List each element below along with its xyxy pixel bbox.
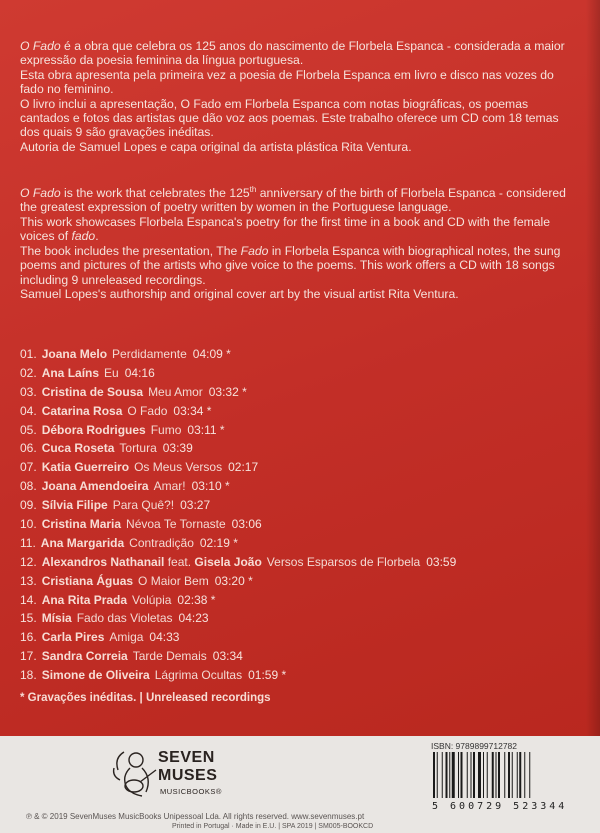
track-duration: 04:09 bbox=[192, 347, 223, 361]
track-duration: 03:20 bbox=[214, 573, 245, 588]
track-item bbox=[20, 534, 590, 553]
track-number: 12. bbox=[20, 554, 37, 569]
track-duration: 03:32 bbox=[208, 384, 239, 399]
track-artist-2: Gisela João bbox=[194, 554, 262, 569]
barcode-icon bbox=[429, 752, 586, 802]
barcode-bar bbox=[449, 752, 450, 798]
track-item bbox=[20, 345, 590, 364]
barcode-bar bbox=[504, 752, 505, 798]
track-list bbox=[20, 345, 590, 685]
track-number: 15. bbox=[20, 611, 37, 626]
barcode-bar bbox=[517, 752, 518, 798]
track-duration: 03:11 bbox=[187, 422, 217, 437]
track-artist: Ana Margarida bbox=[40, 535, 125, 550]
track-duration: 04:33 bbox=[149, 630, 180, 645]
barcode-bar bbox=[498, 752, 500, 798]
track-artist: Sandra Correia bbox=[41, 649, 128, 664]
track-duration: 02:19 bbox=[199, 535, 230, 550]
en-paragraph-4: Samuel Lopes's authorship and original cover art by the visual artist Rita Ventura. bbox=[20, 286, 459, 301]
track-item bbox=[20, 572, 590, 591]
track-artist: Simone de Oliveira bbox=[41, 668, 150, 683]
track-number: 01. bbox=[20, 347, 37, 361]
barcode-bar bbox=[496, 752, 497, 798]
track-artist: Joana Melo bbox=[41, 347, 108, 361]
track-number: 11. bbox=[20, 535, 36, 550]
track-number: 07. bbox=[20, 460, 37, 475]
track-unreleased-mark: * bbox=[278, 668, 287, 683]
track-song: Névoa Te Tornaste bbox=[126, 517, 226, 532]
track-song: O Maior Bem bbox=[138, 573, 209, 588]
en-paragraph-1 bbox=[20, 183, 580, 215]
barcode-bar bbox=[437, 752, 438, 798]
track-item bbox=[20, 383, 590, 402]
track-number: 05. bbox=[20, 422, 37, 437]
en-p2b: . bbox=[95, 229, 99, 244]
publisher-brand bbox=[158, 750, 217, 784]
track-artist: Ana Rita Prada bbox=[41, 592, 128, 607]
track-number: 18. bbox=[20, 668, 37, 683]
track-duration: 03:39 bbox=[162, 441, 193, 456]
brand-line-2: MUSES bbox=[158, 767, 218, 784]
track-artist: Katia Guerreiro bbox=[41, 460, 130, 475]
track-song: Lágrima Ocultas bbox=[154, 668, 243, 683]
track-artist: Catarina Rosa bbox=[41, 403, 123, 418]
barcode-bar bbox=[512, 752, 513, 798]
pt-paragraph-4: Autoria de Samuel Lopes e capa original da artista plástica Rita Ventura. bbox=[20, 139, 412, 154]
track-artist: Alexandros Nathanail bbox=[41, 554, 165, 569]
track-item bbox=[20, 439, 590, 458]
pt-paragraph-3: O livro inclui a apresentação, O Fado em Florbela Espanca com notas biográficas, os poemas cantados e fotos das artistas que dão voz aos poemas. Este trabalho oferece um CD com 18 temas dos quais 9 são gravações inéditas. bbox=[20, 96, 559, 140]
barcode-bar bbox=[524, 752, 525, 798]
track-number: 06. bbox=[20, 441, 37, 456]
track-item bbox=[20, 666, 590, 685]
track-duration: 03:34 bbox=[212, 649, 243, 664]
track-artist: Joana Amendoeira bbox=[41, 479, 149, 494]
track-number: 08. bbox=[20, 479, 37, 494]
copyright-line-2: Printed in Portugal · Made in E.U. | SPA 2019 | SM005-BOOKCD bbox=[172, 823, 374, 830]
track-item bbox=[20, 553, 590, 572]
en-paragraph-3 bbox=[20, 244, 580, 287]
track-artist: Ana Laíns bbox=[41, 365, 100, 380]
track-item bbox=[20, 515, 590, 534]
track-song: Amiga bbox=[109, 630, 144, 645]
track-song: Perdidamente bbox=[112, 347, 187, 361]
track-unreleased-mark: * bbox=[222, 347, 231, 361]
barcode-bar bbox=[483, 752, 484, 798]
track-artist: Carla Pires bbox=[41, 630, 105, 645]
pt-paragraph-1 bbox=[20, 39, 580, 68]
track-item bbox=[20, 647, 590, 666]
barcode-bar bbox=[471, 752, 472, 798]
barcode-bar bbox=[519, 752, 521, 798]
title-italic-en: O Fado bbox=[20, 186, 61, 201]
track-item bbox=[20, 364, 590, 383]
track-artist: Mísia bbox=[41, 611, 72, 626]
barcode-bar bbox=[508, 752, 510, 798]
track-number: 14. bbox=[20, 592, 37, 607]
barcode-bar bbox=[442, 752, 443, 798]
track-number: 16. bbox=[20, 630, 37, 645]
track-artist: Cristiana Águas bbox=[41, 573, 134, 588]
track-item bbox=[20, 402, 590, 421]
track-item bbox=[20, 628, 590, 647]
track-number: 17. bbox=[20, 649, 37, 664]
track-song: Meu Amor bbox=[148, 384, 203, 399]
track-artist: Débora Rodrigues bbox=[41, 422, 146, 437]
track-unreleased-mark: * bbox=[203, 403, 212, 418]
track-duration: 03:59 bbox=[426, 554, 457, 569]
track-feat: feat. bbox=[164, 554, 195, 569]
en-p2i: fado bbox=[71, 229, 96, 244]
brand-line-3: MUSICBOOKS® bbox=[160, 787, 222, 796]
track-duration: 04:16 bbox=[124, 365, 155, 380]
barcode-bar bbox=[473, 752, 475, 798]
track-number: 04. bbox=[20, 403, 37, 418]
track-item bbox=[20, 609, 590, 628]
track-duration: 02:17 bbox=[228, 460, 259, 475]
track-item bbox=[20, 477, 590, 496]
en-p1a: is the work that celebrates the 125 bbox=[60, 186, 250, 201]
track-number: 03. bbox=[20, 384, 37, 399]
track-number: 02. bbox=[20, 365, 37, 380]
track-unreleased-mark: * bbox=[207, 592, 216, 607]
en-p3b: in Florbela Espanca with biographical notes, the sung poems and pictures of the artists who give voice to the poems. This work offers a CD with 18 songs including 9 unreleased recordings. bbox=[20, 243, 561, 287]
barcode-bar bbox=[446, 752, 448, 798]
pt-p1-text: é a obra que celebra os 125 anos do nascimento de Florbela Espanca - considerada a maior expressão da poesia feminina da língua portuguesa. bbox=[20, 39, 565, 68]
english-description bbox=[20, 183, 580, 301]
en-sup: th bbox=[249, 185, 257, 194]
track-item bbox=[20, 496, 590, 515]
track-number: 13. bbox=[20, 573, 37, 588]
track-unreleased-mark: * bbox=[221, 479, 230, 494]
track-artist: Sílvia Filipe bbox=[41, 498, 108, 513]
barcode-digits: 5 600729 523344 bbox=[432, 801, 568, 812]
track-song: O Fado bbox=[127, 403, 168, 418]
track-artist: Cristina de Sousa bbox=[41, 384, 144, 399]
track-duration: 03:27 bbox=[180, 498, 211, 513]
track-song: Tortura bbox=[119, 441, 157, 456]
track-item bbox=[20, 591, 590, 610]
track-duration: 03:34 bbox=[173, 403, 204, 418]
track-artist: Cristina Maria bbox=[41, 517, 122, 532]
track-duration: 02:38 bbox=[177, 592, 208, 607]
barcode-bar bbox=[433, 752, 435, 798]
track-duration: 01:59 bbox=[248, 668, 279, 683]
barcode-bar bbox=[478, 752, 481, 798]
track-song: Fado das Violetas bbox=[76, 611, 173, 626]
track-number: 09. bbox=[20, 498, 37, 513]
en-paragraph-2 bbox=[20, 215, 580, 244]
en-p3i: Fado bbox=[240, 243, 269, 258]
title-italic: O Fado bbox=[20, 39, 61, 53]
en-p2a: This work showcases Florbela Espanca's poetry for the first time in a book and CD with the female voices of bbox=[20, 214, 551, 244]
track-unreleased-mark: * bbox=[216, 422, 225, 437]
track-unreleased-mark: * bbox=[238, 384, 247, 399]
barcode-bar bbox=[452, 752, 455, 798]
barcode-bar bbox=[458, 752, 459, 798]
track-duration: 03:10 bbox=[191, 479, 222, 494]
portuguese-description bbox=[20, 39, 580, 154]
en-p3a: The book includes the presentation, The bbox=[20, 243, 241, 258]
track-song: Para Quê?! bbox=[112, 498, 175, 513]
copyright-line: ℗ & © 2019 SevenMuses MusicBooks Unipessoal Lda. All rights reserved. www.sevenmuses.pt bbox=[26, 812, 365, 821]
track-artist: Cuca Roseta bbox=[41, 441, 115, 456]
track-song: Contradição bbox=[129, 535, 194, 550]
brand-line-1: SEVEN bbox=[158, 749, 215, 766]
track-unreleased-mark: * bbox=[229, 535, 238, 550]
track-song: Volúpia bbox=[132, 592, 172, 607]
barcode-bar bbox=[492, 752, 494, 798]
en-p1b: anniversary of the birth of Florbela Espanca - considered the greatest expression of poetry written by women in the Portuguese language. bbox=[20, 186, 566, 215]
track-song: Os Meus Versos bbox=[134, 460, 223, 475]
pt-paragraph-2: Esta obra apresenta pela primeira vez a poesia de Florbela Espanca em livro e disco nas vozes do fado no feminino. bbox=[20, 67, 554, 97]
track-song: Versos Esparsos de Florbela bbox=[266, 554, 421, 569]
track-item bbox=[20, 458, 590, 477]
track-song: Amar! bbox=[153, 479, 186, 494]
barcode-bar bbox=[467, 752, 468, 798]
unreleased-note: * Gravações inéditas. | Unreleased recordings bbox=[20, 692, 271, 704]
track-duration: 04:23 bbox=[178, 611, 209, 626]
barcode-bar bbox=[461, 752, 463, 798]
isbn-label: ISBN: 9789899712782 bbox=[431, 741, 518, 751]
track-duration: 03:06 bbox=[231, 517, 262, 532]
barcode-bar bbox=[487, 752, 488, 798]
track-unreleased-mark: * bbox=[244, 573, 253, 588]
track-number: 10. bbox=[20, 517, 37, 532]
barcode-bar bbox=[529, 752, 530, 798]
track-song: Tarde Demais bbox=[132, 649, 207, 664]
track-item bbox=[20, 421, 590, 440]
track-song: Fumo bbox=[150, 422, 182, 437]
track-song: Eu bbox=[104, 365, 119, 380]
